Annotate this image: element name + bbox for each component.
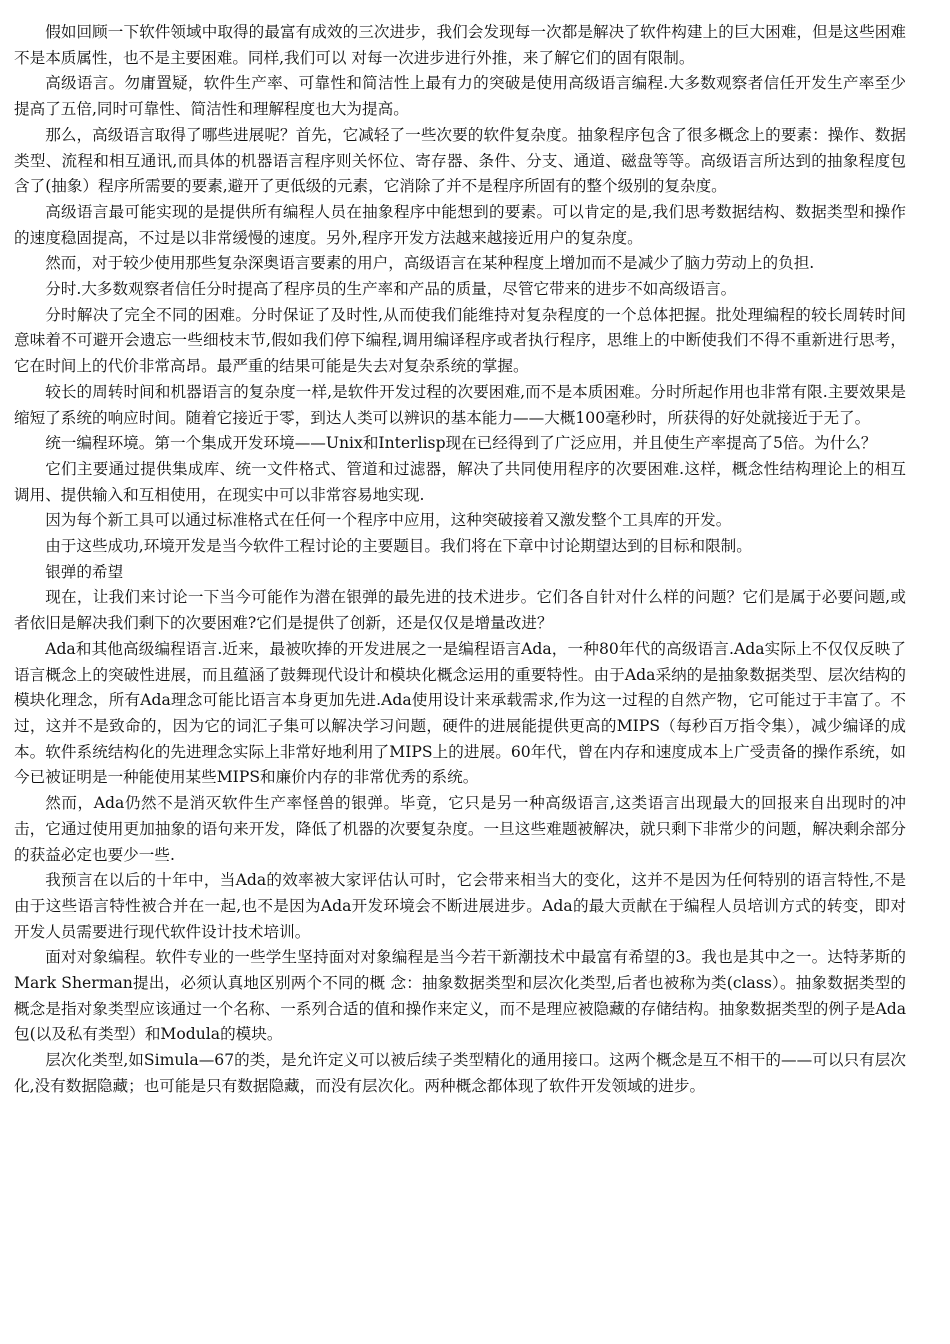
paragraph-16: 然而，Ada仍然不是消灭软件生产率怪兽的银弹。毕竟，它只是另一种高级语言,这类语言出现最大的回报来自出现时的冲击，它通过使用更加抽象的语句来开发，降低了机器的次要复杂度。一旦这些难题被解决，就只剩下非常少的问题，解决剩余部分的获益必定也要少一些. — [14, 794, 906, 864]
paragraph-17: 我预言在以后的十年中，当Ada的效率被大家评估认可时，它会带来相当大的变化，这并不是因为任何特别的语言特性,不是由于这些语言特性被合并在一起,也不是因为Ada开发环境会不断进展进步。Ada的最大贡献在于编程人员培训方式的转变，即对开发人员需要进行现代软件设计技术培训。 — [14, 871, 906, 941]
paragraph-19: 层次化类型,如Simula—67的类，是允许定义可以被后续子类型精化的通用接口。这两个概念是互不相干的——可以只有层次化,没有数据隐藏；也可能是只有数据隐藏，而没有层次化。两种概念都体现了软件开发领域的进步。 — [14, 1051, 906, 1095]
paragraph-11: 因为每个新工具可以通过标准格式在任何一个程序中应用，这种突破接着又激发整个工具库的开发。 — [45, 511, 732, 530]
paragraph-1: 假如回顾一下软件领域中取得的最富有成效的三次进步，我们会发现每一次都是解决了软件构建上的巨大困难，但是这些困难不是本质属性，也不是主要困难。同样,我们可以 对每一次进步进行外推，来了解它们的固有限制。 — [14, 23, 906, 67]
paragraph-9: 统一编程环境。第一个集成开发环境——Unix和Interlisp现在已经得到了广泛应用，并且使生产率提高了5倍。为什么？ — [45, 434, 877, 453]
paragraph-14: 现在，让我们来讨论一下当今可能作为潜在银弹的最先进的技术进步。它们各自针对什么样的问题？它们是属于必要问题,或者依旧是解决我们剩下的次要困难?它们是提供了创新，还是仅仅是增量改进？ — [14, 588, 906, 633]
paragraph-15: Ada和其他高级编程语言.近来，最被吹捧的开发进展之一是编程语言Ada，一种80年代的高级语言.Ada实际上不仅仅反映了语言概念上的突破性进展，而且蕴涵了鼓舞现代设计和模块化概念运用的重要特性。由于Ada采纳的是抽象数据类型、层次结构的模块化理念，所有Ada理念可能比语言本身更加先进.Ada使用设计来承载需求,作为这一过程的自然产物，它可能过于丰富了。不过，这并不是致命的，因为它的词汇子集可以解决学习问题，硬件的进展能提供更高的MIPS（每秒百万指令集），减少编译的成本。软件系统结构化的先进理念实际上非常好地利用了MIPS上的进展。60年代，曾在内存和速度成本上广受责备的操作系统，如今已被证明是一种能使用某些MIPS和廉价内存的非常优秀的系统。 — [14, 639, 906, 787]
paragraph-18: 面对对象编程。软件专业的一些学生坚持面对对象编程是当今若干新潮技术中最富有希望的3。我也是其中之一。达特茅斯的Mark Sherman提出，必须认真地区别两个不同的概 念：抽象数据类型和层次化类型,后者也被称为类(class）。抽象数据类型的概念是指对象类型应该通过一个名称、一系列合适的值和操作来定义，而不是理应被隐藏的存储结构。抽象数据类型的例子是Ada包(以及私有类型）和Modula的模块。 — [14, 948, 906, 1044]
paragraph-4: 高级语言最可能实现的是提供所有编程人员在抽象程序中能想到的要素。可以肯定的是,我们思考数据结构、数据类型和操作的速度稳固提高，不过是以非常缓慢的速度。另外,程序开发方法越来越接近用户的复杂度。 — [14, 202, 906, 247]
paragraph-12: 由于这些成功,环境开发是当今软件工程讨论的主要题目。我们将在下章中讨论期望达到的目标和限制。 — [45, 537, 752, 556]
paragraph-5: 然而，对于较少使用那些复杂深奥语言要素的用户，高级语言在某种程度上增加而不是减少了脑力劳动上的负担. — [45, 254, 815, 273]
paragraph-8: 较长的周转时间和机器语言的复杂度一样,是软件开发过程的次要困难,而不是本质困难。分时所起作用也非常有限.主要效果是缩短了系统的响应时间。随着它接近于零，到达人类可以辨识的基本能力——大概100毫秒时，所获得的好处就接近于无了。 — [14, 382, 906, 427]
section-heading-silver-bullet: 银弹的希望 — [45, 562, 124, 581]
paragraph-7: 分时解决了完全不同的困难。分时保证了及时性,从而使我们能维持对复杂程度的一个总体把握。批处理编程的较长周转时间意味着不可避开会遗忘一些细枝末节,假如我们停下编程,调用编译程序或者执行程序，思维上的中断使我们不得不重新进行思考，它在时间上的代价非常高昂。最严重的结果可能是失去对复杂系统的掌握。 — [14, 305, 906, 376]
paragraph-6: 分时.大多数观察者信任分时提高了程序员的生产率和产品的质量，尽管它带来的进步不如高级语言。 — [45, 280, 737, 299]
paragraph-10: 它们主要通过提供集成库、统一文件格式、管道和过滤器，解决了共同使用程序的次要困难.这样，概念性结构理论上的相互调用、提供输入和互相使用，在现实中可以非常容易地实现. — [14, 459, 906, 504]
paragraph-3: 那么，高级语言取得了哪些进展呢？首先，它减轻了一些次要的软件复杂度。抽象程序包含了很多概念上的要素：操作、数据类型、流程和相互通讯,而具体的机器语言程序则关怀位、寄存器、条件、分支、通道、磁盘等等。高级语言所达到的抽象程度包含了(抽象）程序所需要的要素,避开了更低级的元素，它消除了并不是程序所固有的整个级别的复杂度。 — [14, 125, 906, 196]
paragraph-2: 高级语言。勿庸置疑，软件生产率、可靠性和简洁性上最有力的突破是使用高级语言编程.大多数观察者信任开发生产率至少提高了五倍,同时可靠性、简洁性和理解程度也大为提高。 — [14, 74, 906, 119]
